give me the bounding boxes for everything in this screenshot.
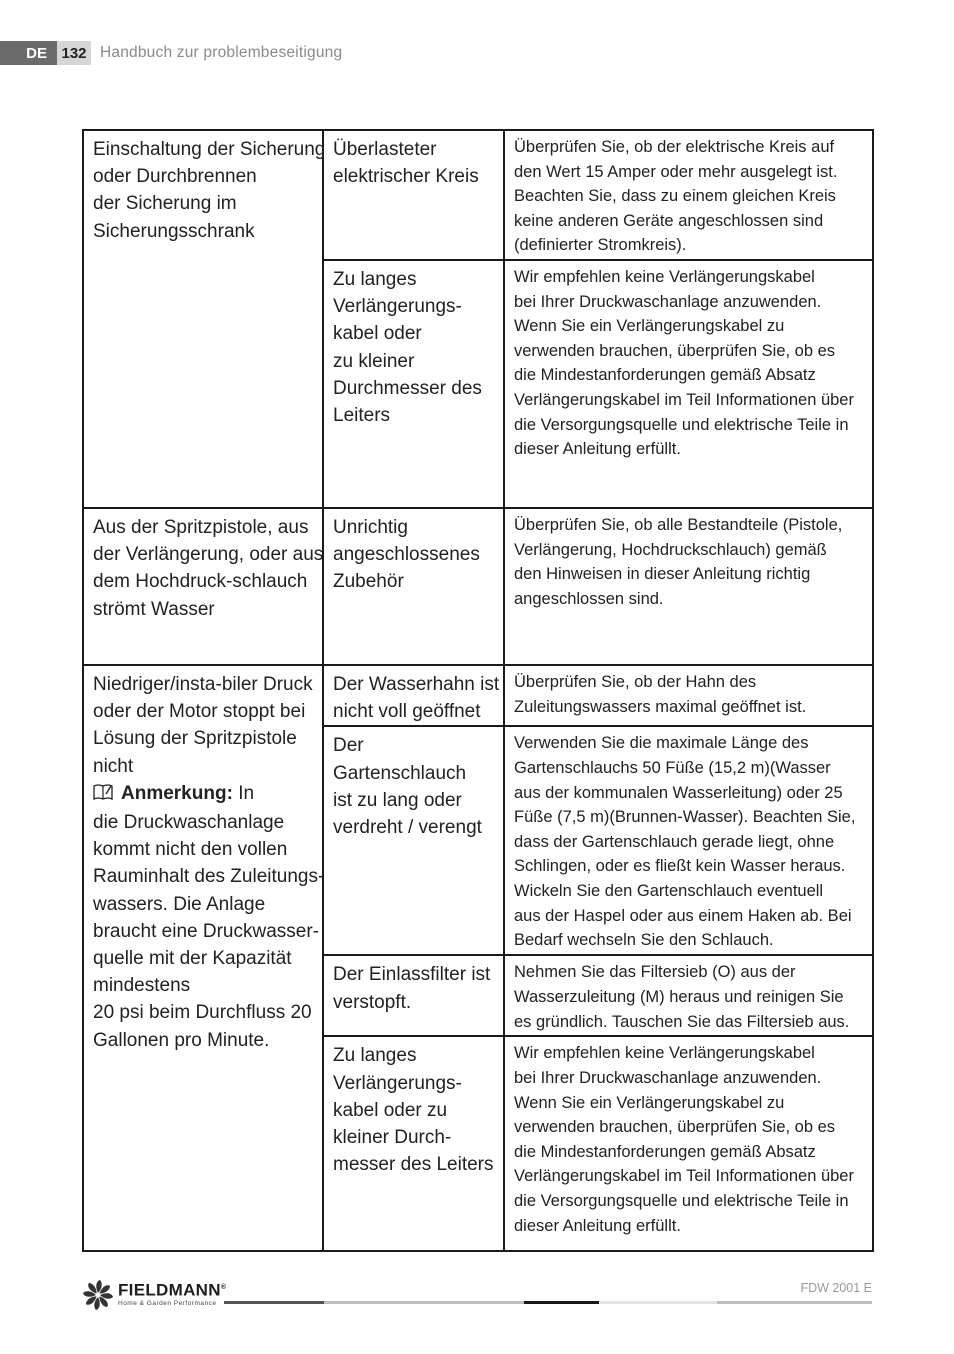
solution-text: Nehmen Sie das Filtersieb (O) aus der: [514, 963, 796, 982]
cause-text: verstopft.: [333, 991, 412, 1013]
solution-text: Beachten Sie, dass zu einem gleichen Kreis: [514, 187, 836, 206]
cause-text: Zu langes: [333, 269, 417, 290]
cause-cell: [323, 260, 504, 508]
cause-cell: [323, 726, 504, 955]
cause-cell: [323, 508, 504, 665]
solution-text: Verlängerungskabel im Teil Informationen über: [514, 390, 854, 409]
page-number: 132: [57, 41, 91, 65]
problem-text: Sicherungsschrank: [93, 220, 255, 242]
solution-text: aus der kommunalen Wasserleitung) oder 25: [514, 783, 843, 802]
problem-cell: [83, 665, 323, 1251]
cause-text: kabel oder: [333, 323, 422, 345]
solution-text: angeschlossen sind.: [514, 589, 664, 608]
cause-text: Verlängerungs-: [333, 1072, 462, 1094]
solution-text: Überprüfen Sie, ob der Hahn des: [514, 673, 757, 691]
solution-cell: [504, 1036, 873, 1251]
footer-divider: [524, 1301, 599, 1304]
solution-text: bei Ihrer Druckwaschanlage anzuwenden.: [514, 292, 822, 311]
cause-text: zu kleiner: [333, 350, 415, 372]
solution-text: Zuleitungswassers maximal geöffnet ist.: [514, 697, 807, 716]
cause-text: ist zu lang oder: [333, 789, 462, 811]
cause-text: Zubehör: [333, 571, 404, 593]
note-text: Rauminhalt des Zuleitungs-: [93, 866, 325, 888]
solution-text: verwenden brauchen, überprüfen Sie, ob es: [514, 341, 836, 360]
cause-text: nicht voll geöffnet: [333, 701, 481, 723]
note-text: quelle mit der Kapazität: [93, 948, 292, 970]
footer-divider: [717, 1301, 872, 1304]
cause-text: Der Einlassfilter ist: [333, 964, 491, 986]
cause-cell: [323, 1036, 504, 1251]
note-text: kommt nicht den vollen: [93, 839, 288, 861]
solution-text: dieser Anleitung erfüllt.: [514, 440, 681, 459]
note-text: mindestens: [93, 975, 191, 997]
model-number: FDW 2001 E: [800, 1281, 872, 1295]
cause-text: Leiters: [333, 405, 391, 427]
problem-cell: [83, 508, 323, 665]
problem-text: Einschaltung der Sicherung: [93, 139, 326, 160]
solution-text: dieser Anleitung erfüllt.: [514, 1216, 681, 1235]
solution-text: Wenn Sie ein Verlängerungskabel zu: [514, 317, 785, 336]
solution-text: die Versorgungsquelle und elektrische Teile in: [514, 1191, 849, 1210]
fan-icon: [82, 1279, 114, 1311]
solution-text: Wir empfehlen keine Verlängerungskabel: [514, 1044, 815, 1063]
solution-text: Gartenschlauchs 50 Füße (15,2 m)(Wasser: [514, 759, 831, 777]
problem-text: Aus der Spritzpistole, aus: [93, 517, 309, 538]
solution-text: Wickeln Sie den Gartenschlauch eventuell: [514, 881, 824, 900]
cause-text: Unrichtig: [333, 517, 408, 538]
solution-text: Überprüfen Sie, ob der elektrische Kreis auf: [514, 138, 835, 156]
footer-divider: [224, 1301, 324, 1304]
table-row: [83, 130, 873, 260]
footer-divider: [324, 1301, 524, 1304]
problem-text: oder der Motor stoppt bei: [93, 701, 306, 723]
cause-text: kabel oder zu: [333, 1099, 448, 1121]
solution-cell: [504, 955, 873, 1036]
solution-text: Verwenden Sie die maximale Länge des: [514, 734, 809, 753]
table-row: [83, 665, 873, 726]
solution-text: den Wert 15 Amper oder mehr ausgelegt ist.: [514, 162, 838, 181]
solution-text: Wenn Sie ein Verlängerungskabel zu: [514, 1093, 785, 1112]
note-text: braucht eine Druckwasser-: [93, 920, 319, 942]
solution-text: Verlängerung, Hochdruckschlauch) gemäß: [514, 540, 827, 559]
cause-text: Der: [333, 735, 364, 757]
note-text: wassers. Die Anlage: [93, 893, 266, 915]
registered-mark: ®: [220, 1284, 227, 1291]
cause-cell: [323, 130, 504, 260]
footer-divider: [599, 1301, 717, 1304]
problem-text: oder Durchbrennen: [93, 166, 257, 188]
section-title: Handbuch zur problembeseitigung: [100, 44, 343, 61]
cause-text: messer des Leiters: [333, 1154, 494, 1176]
cause-cell: [323, 665, 504, 726]
problem-text: strömt Wasser: [93, 598, 215, 620]
cause-text: elektrischer Kreis: [333, 166, 479, 188]
solution-text: Schlingen, oder es fließt kein Wasser heraus.: [514, 857, 846, 876]
solution-cell: [504, 508, 873, 665]
problem-text: dem Hochdruck-schlauch: [93, 571, 308, 593]
brand-name: FIELDMANN: [118, 1280, 221, 1300]
brand-tagline: Home & Garden Performance: [118, 1299, 217, 1307]
brand-logo: [82, 1279, 226, 1311]
solution-text: die Versorgungsquelle und elektrische Teile in: [514, 415, 849, 434]
page-header: [0, 41, 342, 65]
solution-text: verwenden brauchen, überprüfen Sie, ob es: [514, 1118, 836, 1137]
cause-text: Zu langes: [333, 1045, 417, 1067]
table-row: [83, 508, 873, 665]
solution-text: es gründlich. Tauschen Sie das Filtersieb aus.: [514, 1012, 850, 1031]
problem-text: Niedriger/insta-biler Druck: [93, 674, 313, 695]
solution-text: Verlängerungskabel im Teil Informationen über: [514, 1167, 854, 1186]
solution-text: (definierter Stromkreis).: [514, 236, 687, 255]
note-icon: [93, 782, 113, 809]
note-text: 20 psi beim Durchfluss 20: [93, 1002, 312, 1024]
solution-text: bei Ihrer Druckwaschanlage anzuwenden.: [514, 1069, 822, 1087]
solution-text: Bedarf wechseln Sie den Schlauch.: [514, 931, 774, 950]
cause-text: kleiner Durch-: [333, 1127, 452, 1149]
solution-text: Füße (7,5 m)(Brunnen-Wasser). Beachten Sie,: [514, 808, 856, 827]
solution-cell: [504, 665, 873, 726]
solution-cell: [504, 260, 873, 508]
cause-text: Gartenschlauch: [333, 762, 467, 784]
cause-text: verdreht / verengt: [333, 817, 482, 839]
solution-text: die Mindestanforderungen gemäß Absatz: [514, 366, 816, 385]
solution-text: dass der Gartenschlauch gerade liegt, ohne: [514, 832, 835, 851]
problem-text: nicht: [93, 755, 134, 777]
solution-text: keine anderen Geräte angeschlossen sind: [514, 211, 824, 230]
problem-cell: [83, 130, 326, 508]
problem-text: der Verlängerung, oder aus: [93, 544, 324, 566]
solution-text: Überprüfen Sie, ob alle Bestandteile (Pistole,: [514, 516, 843, 534]
language-badge: DE: [0, 41, 57, 65]
solution-text: Wasserzuleitung (M) heraus und reinigen Sie: [514, 988, 844, 1006]
solution-text: aus der Haspel oder aus einem Haken ab. Bei: [514, 906, 852, 925]
note-label: Anmerkung:: [121, 782, 233, 804]
solution-text: Wir empfehlen keine Verlängerungskabel: [514, 268, 815, 286]
cause-text: Überlasteter: [333, 139, 437, 160]
solution-text: die Mindestanforderungen gemäß Absatz: [514, 1142, 816, 1161]
note-text: die Druckwaschanlage: [93, 812, 285, 834]
troubleshooting-table: [82, 129, 874, 1252]
cause-cell: [323, 955, 504, 1036]
note-text: Gallonen pro Minute.: [93, 1029, 270, 1051]
solution-cell: [504, 726, 873, 955]
cause-text: Durchmesser des: [333, 377, 482, 399]
note-text: In: [238, 782, 255, 804]
problem-text: Lösung der Spritzpistole: [93, 728, 297, 750]
solution-cell: [504, 130, 873, 260]
problem-text: der Sicherung im: [93, 193, 237, 215]
cause-text: angeschlossenes: [333, 544, 480, 566]
cause-text: Verlängerungs-: [333, 296, 462, 318]
page-footer: [0, 1270, 954, 1330]
note-heading: [93, 780, 316, 809]
cause-text: Der Wasserhahn ist: [333, 674, 500, 695]
solution-text: den Hinweisen in dieser Anleitung richtig: [514, 565, 811, 584]
